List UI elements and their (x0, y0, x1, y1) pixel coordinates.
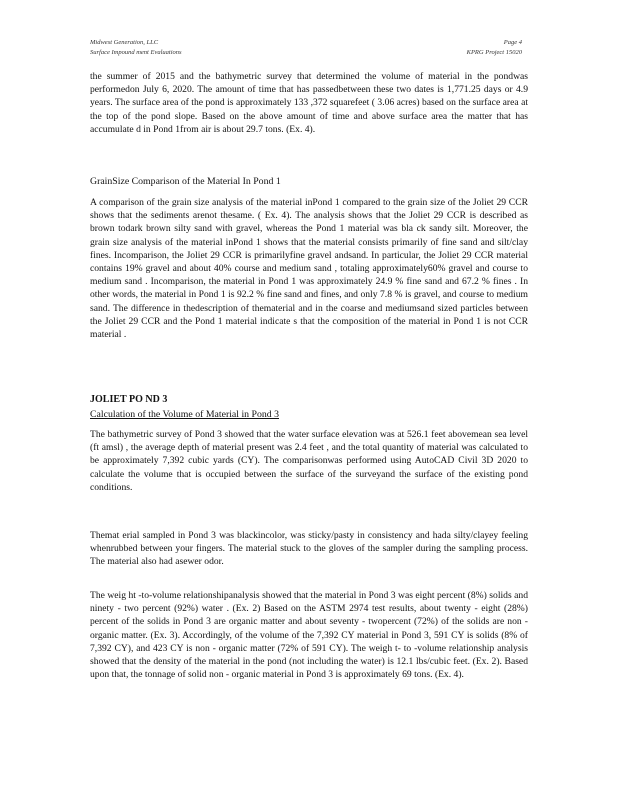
heading-grainsize: GrainSize Comparison of the Material In Pond 1 (90, 176, 281, 187)
header-company: Midwest Generation, LLC (90, 39, 159, 46)
header-project-number: KPRG Project 15020 (466, 49, 522, 56)
paragraph-accumulation: the summer of 2015 and the bathymetric survey that determined the volume of material in the pondwas performedon July 6, 2020. The amount of time that has passedbetween these two dates is 1,771.25 days or 4.9 years. The surface area of the pond is approximately 133 ,372 squarefeet ( 3.06 acres) based on the surface area at the top of the pond slope. Based on the above amount of time and above surface area the matter that has accumulate d in Pond 1from air is about 29.7 tons. (Ex. 4). (90, 71, 528, 135)
paragraph-bathymetric: The bathymetric survey of Pond 3 showed that the water surface elevation was at 526.1 feet abovemean sea level (ft amsl) , the average depth of material present was 2.4 feet , and the total quantity of material was calculated to be approximately 7,392 cubic yards (CY). The comparisonwas performed using AutoCAD Civil 3D 2020 to calculate the volume that is occupied between the surface of the surveyand the surface of the existing pond conditions. (90, 429, 528, 493)
paragraph-grainsize: A comparison of the grain size analysis of the material inPond 1 compared to the grain size of the Joliet 29 CCR shows that the sediments arenot thesame. ( Ex. 4). The analysis shows that the Joliet 29 CCR is described as brown todark brown silty sand with gravel, whereas the Pond 1 material was bla ck sandy silt. Moreover, the grain size analysis of the material inPond 1 shows that the material consists primarily of fine sand and silt/clay fines. Incomparison, the Joliet 29 CCR is primarilyfine gravel andsand. In particular, the Joliet 29 CCR material contains 19% gravel and about 40% course and medium sand , totaling approximately60% gravel and course to medium sand . Incomparison, the material in Pond 1 was approximately 24.9 % fine sand and 67.2 % fines . In other words, the material in Pond 1 is 92.2 % fine sand and fines, and only 7.8 % is gravel, and course to medium sand. The difference in thedescription of thematerial and in the coarse and mediumsand sized particles between the Joliet 29 CCR and the Pond 1 material indicate s that the composition of the material in Pond 1 is not CCR material . (90, 197, 528, 341)
header-report-title: Surface Impound ment Evaluations (90, 49, 182, 56)
paragraph-material-description: Themat erial sampled in Pond 3 was blackincolor, was sticky/pasty in consistency and hada silty/clayey feeling whenrubbed between your fingers. The material stuck to the gloves of the sampler during the sampling process. The material also had asewer odor. (90, 530, 528, 568)
heading-joliet-pond-3: JOLIET PO ND 3 (90, 394, 168, 405)
header-left (90, 38, 182, 58)
header-right (467, 38, 522, 58)
paragraph-weight-volume: The weig ht -to-volume relationshipanalysis showed that the material in Pond 3 was eight percent (8%) solids and ninety - two percent (92%) water . (Ex. 2) Based on the ASTM 2974 test results, about twenty - eight (28%) percent of the solids in Pond 3 are organic matter and about seventy - twopercent (72%) of the solids are non - organic matter. (Ex. 3). Accordingly, of the volume of the 7,392 CY material in Pond 3, 591 CY is solids (8% of 7,392 CY), and 423 CY is non - organic matter (72% of 591 CY). The weigh t- to -volume relationship analysis showed that the density of the material in the pond (not including the water) is 12.1 lbs/cubic feet. (Ex. 2). Based upon that, the tonnage of solid non - organic material in Pond 3 is approximately 69 tons. (Ex. 4). (90, 590, 528, 681)
heading-calculation: Calculation of the Volume of Material in Pond 3 (90, 409, 280, 420)
header-page-number: Page 4 (503, 39, 522, 46)
